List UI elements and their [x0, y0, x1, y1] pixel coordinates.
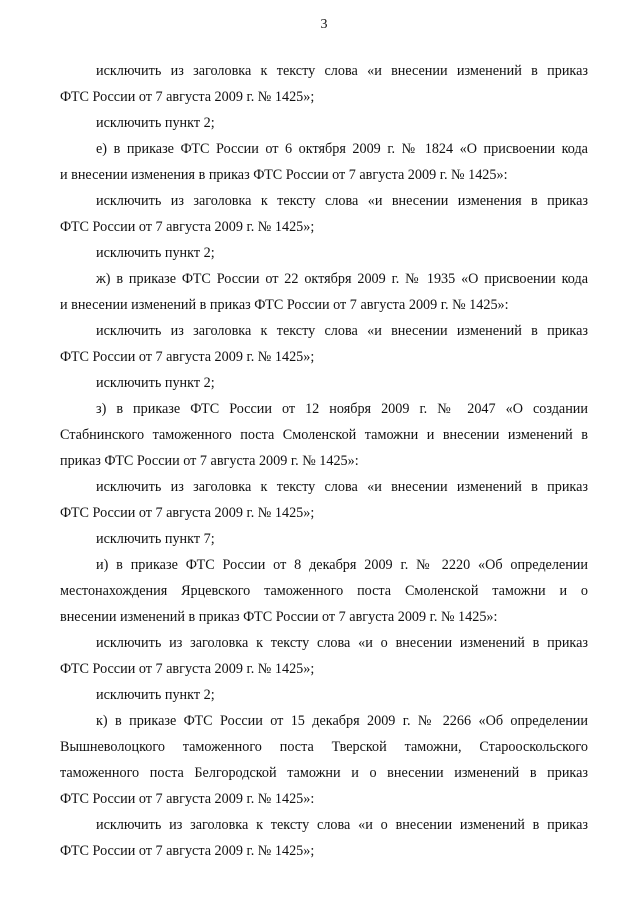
text-line: ФТС России от 7 августа 2009 г. № 1425»; [60, 505, 315, 521]
text-line: ФТС России от 7 августа 2009 г. № 1425»; [60, 89, 315, 105]
document-body [60, 58, 588, 864]
text-line: исключить из заголовка к тексту слова «и о внесении изменений в приказ [96, 817, 588, 833]
text-line: исключить из заголовка к тексту слова «и о внесении изменений в приказ [96, 635, 588, 651]
text-line: исключить пункт 2; [96, 245, 215, 261]
text-line: з) в приказе ФТС России от 12 ноября 2009 г. № 2047 «О создании [96, 401, 588, 417]
text-line: таможенного поста Белгородской таможни и о внесении изменений в приказ [60, 765, 588, 781]
text-line: Вышневолоцкого таможенного поста Тверской таможни, Старооскольского [60, 739, 588, 755]
text-line: ФТС России от 7 августа 2009 г. № 1425»; [60, 219, 315, 235]
paragraph [60, 474, 588, 526]
text-line: и) в приказе ФТС России от 8 декабря 2009 г. № 2220 «Об определении [96, 557, 588, 573]
text-line: Стабнинского таможенного поста Смоленской таможни и внесении изменений в [60, 427, 588, 443]
paragraph [60, 136, 588, 188]
text-line: ФТС России от 7 августа 2009 г. № 1425»; [60, 661, 315, 677]
paragraph [60, 630, 588, 682]
text-line: исключить из заголовка к тексту слова «и внесении изменения в приказ [96, 193, 588, 209]
text-line: местонахождения Ярцевского таможенного поста Смоленской таможни и о [60, 583, 588, 599]
text-line: исключить пункт 7; [96, 531, 215, 547]
text-line: и внесении изменений в приказ ФТС России от 7 августа 2009 г. № 1425»: [60, 297, 509, 313]
paragraph [60, 370, 588, 396]
page-number: 3 [320, 17, 328, 32]
text-line: исключить пункт 2; [96, 375, 215, 391]
paragraph [60, 526, 588, 552]
text-line: исключить из заголовка к тексту слова «и внесении изменений в приказ [96, 63, 588, 79]
text-line: исключить из заголовка к тексту слова «и внесении изменений в приказ [96, 323, 588, 339]
text-line: е) в приказе ФТС России от 6 октября 2009 г. № 1824 «О присвоении кода [96, 141, 588, 157]
text-line: ФТС России от 7 августа 2009 г. № 1425»: [60, 791, 315, 807]
paragraph [60, 266, 588, 318]
paragraph [60, 240, 588, 266]
paragraph [60, 396, 588, 474]
text-line: внесении изменений в приказ ФТС России от 7 августа 2009 г. № 1425»: [60, 609, 498, 625]
text-line: ФТС России от 7 августа 2009 г. № 1425»; [60, 349, 315, 365]
paragraph [60, 812, 588, 864]
paragraph [60, 552, 588, 630]
text-line: к) в приказе ФТС России от 15 декабря 2009 г. № 2266 «Об определении [96, 713, 588, 729]
text-line: исключить пункт 2; [96, 115, 215, 131]
text-line: ФТС России от 7 августа 2009 г. № 1425»; [60, 843, 315, 859]
paragraph [60, 58, 588, 110]
paragraph [60, 682, 588, 708]
text-line: исключить из заголовка к тексту слова «и внесении изменений в приказ [96, 479, 588, 495]
paragraph [60, 318, 588, 370]
text-line: исключить пункт 2; [96, 687, 215, 703]
text-line: и внесении изменения в приказ ФТС России от 7 августа 2009 г. № 1425»: [60, 167, 508, 183]
paragraph [60, 110, 588, 136]
paragraph [60, 188, 588, 240]
paragraph [60, 708, 588, 812]
text-line: приказ ФТС России от 7 августа 2009 г. № 1425»: [60, 453, 359, 469]
text-line: ж) в приказе ФТС России от 22 октября 2009 г. № 1935 «О присвоении кода [96, 271, 588, 287]
